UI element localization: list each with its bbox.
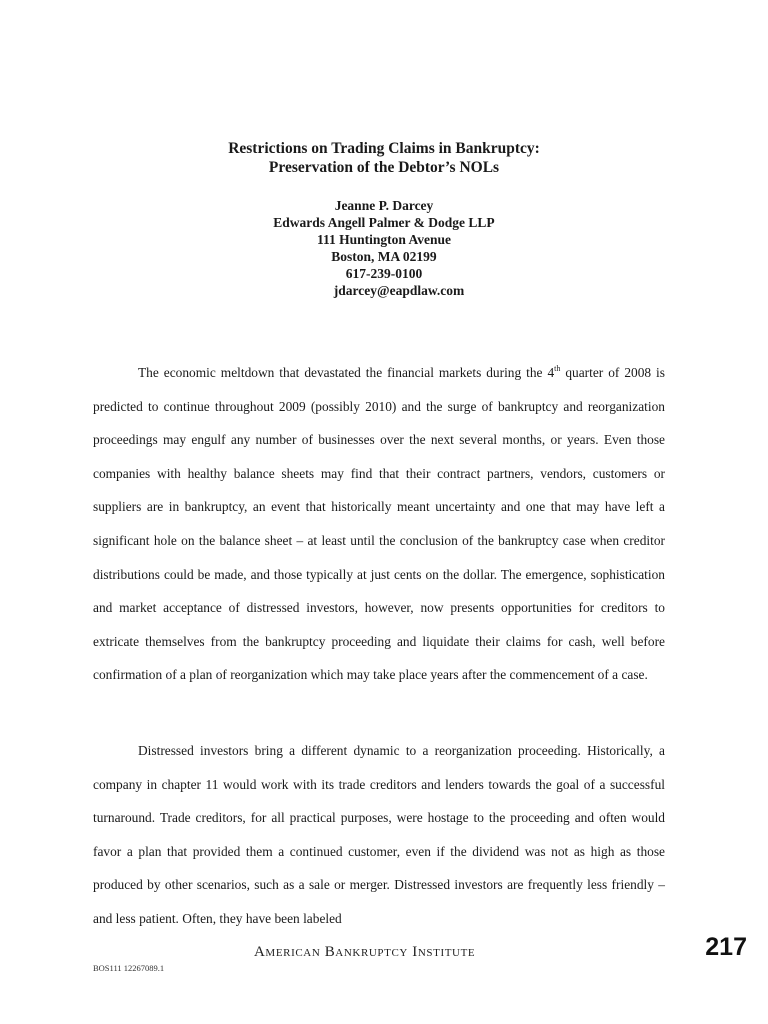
author-firm: Edwards Angell Palmer & Dodge LLP	[273, 215, 495, 230]
body-paragraph-1	[93, 356, 665, 692]
document-id: BOS111 12267089.1	[93, 963, 165, 973]
author-street: 111 Huntington Avenue	[316, 232, 452, 247]
paragraph-2-text: Distressed investors bring a different dynamic to a reorganization proceeding. Historically, a company in chapter 11 would work with its trade creditors and lenders towards the goal of a successful turnaround. Trade creditors, for all practical purposes, were hostage to the proceeding and often would favor a plan that provided them a continued customer, even if the dividend was not as high as those produced by other scenarios, such as a sale or merger. Distressed investors are frequently less friendly – and less patient. Often, they have been labeled	[93, 743, 665, 926]
ordinal-superscript: th	[554, 364, 561, 373]
article-title	[0, 139, 768, 177]
paragraph-1-part-b: quarter of 2008 is predicted to continue throughout 2009 (possibly 2010) and the surge of bankruptcy and reorganization proceedings may engulf any number of businesses over the next several months, or years. Even those companies with healthy balance sheets may find that their contract partners, vendors, customers or suppliers are in bankruptcy, an event that historically meant uncertainty and one that may have left a significant hole on the balance sheet – at least until the conclusion of the bankruptcy case when creditor distributions could be made, and those typically at just cents on the dollar. The emergence, sophistication and market acceptance of distressed investors, however, now presents opportunities for creditors to extricate themselves from the bankruptcy proceeding and liquidate their claims for cash, well before confirmation of a plan of reorganization which may take place years after the commencement of a case.	[93, 365, 665, 683]
author-city: Boston, MA 02199	[331, 249, 437, 264]
page-number: 217	[705, 933, 747, 961]
footer-institute-name: American Bankruptcy Institute	[254, 944, 476, 960]
title-line-2: Preservation of the Debtor’s NOLs	[268, 159, 500, 176]
paragraph-1-part-a: The economic meltdown that devastated the financial markets during the 4	[138, 365, 555, 380]
body-paragraph-2	[93, 734, 665, 936]
author-block	[0, 197, 768, 299]
paragraph-text	[93, 356, 665, 692]
author-email: jdarcey@eapdlaw.com	[333, 283, 465, 298]
author-name: Jeanne P. Darcey	[334, 198, 434, 213]
title-line-1: Restrictions on Trading Claims in Bankruptcy:	[228, 140, 540, 157]
author-phone: 617-239-0100	[345, 266, 423, 281]
